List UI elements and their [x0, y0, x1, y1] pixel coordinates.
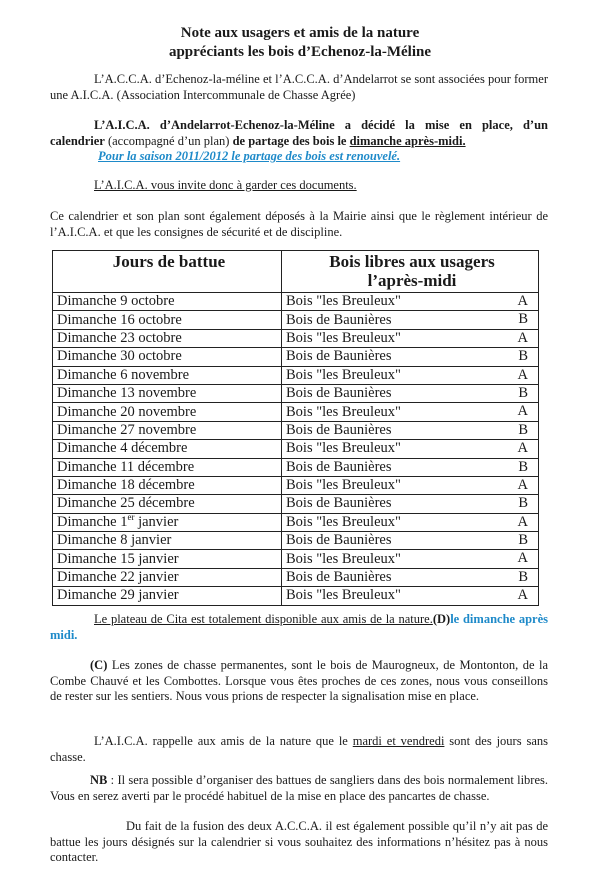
header-days: Jours de battue — [53, 251, 282, 293]
row-wood-name: Bois de Baunières — [286, 458, 392, 475]
table-row — [53, 421, 539, 439]
plateau-code: (D) — [432, 612, 451, 626]
row-wood — [282, 421, 539, 439]
row-wood — [282, 348, 539, 366]
renewed-line — [98, 149, 548, 165]
rappel-days: mardi et vendredi — [352, 734, 445, 748]
row-day: Dimanche 11 décembre — [53, 458, 282, 476]
row-wood — [282, 532, 539, 550]
row-wood-name: Bois de Baunières — [286, 421, 392, 438]
rappel-before: L’A.I.C.A. rappelle aux amis de la nature que le — [94, 734, 353, 748]
table-row — [53, 513, 539, 531]
zones-paragraph — [50, 658, 548, 705]
row-zone-letter: B — [518, 311, 528, 328]
table-row — [53, 495, 539, 513]
decision-sunday: dimanche après-midi. — [349, 133, 466, 148]
row-zone-letter: B — [518, 458, 528, 475]
row-zone-letter: A — [517, 587, 528, 604]
zones-text: Les zones de chasse permanentes, sont le bois de Maurogneux, de Montonton, de la Combe Chauvé et les Combottes. Lorsque vous êtes proches de ces zones, nous vous conseillons de rester sur les sentiers. Nous vous prions de respecter la signalisation mise en place. — [50, 658, 548, 703]
row-day: Dimanche 18 décembre — [53, 476, 282, 494]
header-woods-line1: Bois libres aux usagers — [329, 252, 495, 271]
row-wood — [282, 293, 539, 311]
fusion-paragraph: Du fait de la fusion des deux A.C.C.A. il est également possible qu’il n’y ait pas de battue les jours désignés sur la calendrier si vous souhaitez des informations n’hésitez pas à nous contacter. — [50, 819, 548, 864]
table-row — [53, 348, 539, 366]
row-day: Dimanche 25 décembre — [53, 495, 282, 513]
decision-plan: (accompagné d’un plan) — [107, 133, 230, 148]
plateau-paragraph — [50, 612, 548, 643]
row-wood — [282, 513, 539, 531]
table-row — [53, 587, 539, 605]
row-wood-name: Bois "les Breuleux" — [286, 513, 401, 530]
row-wood-name: Bois de Baunières — [286, 532, 392, 549]
rappel-paragraph — [50, 734, 548, 765]
row-wood — [282, 458, 539, 476]
row-day-sup: er — [127, 513, 135, 523]
decision-bold-2: de partage des bois le — [232, 133, 347, 148]
row-wood — [282, 403, 539, 421]
row-wood-name: Bois "les Breuleux" — [286, 403, 401, 420]
row-day: Dimanche 4 décembre — [53, 440, 282, 458]
row-wood-name: Bois "les Breuleux" — [286, 293, 401, 310]
decision-paragraph — [50, 118, 548, 149]
renewed-text: Pour la saison 2011/2012 le partage des bois est renouvelé. — [98, 149, 401, 163]
table-row — [53, 532, 539, 550]
row-wood — [282, 568, 539, 586]
row-zone-letter: A — [517, 403, 528, 420]
row-wood-name: Bois "les Breuleux" — [286, 550, 401, 567]
row-wood-name: Bois de Baunières — [286, 348, 392, 365]
row-zone-letter: B — [518, 532, 528, 549]
row-wood-name: Bois "les Breuleux" — [286, 587, 401, 604]
nb-text: : Il sera possible d’organiser des battues de sangliers dans des bois normalement libres. Vous en serez averti par le procédé habituel de la mise en place des pancartes de chasse. — [50, 773, 548, 803]
row-wood-name: Bois "les Breuleux" — [286, 329, 401, 346]
row-wood — [282, 384, 539, 402]
table-row — [53, 568, 539, 586]
row-wood-name: Bois de Baunières — [286, 495, 392, 512]
row-day: Dimanche 30 octobre — [53, 348, 282, 366]
row-wood — [282, 311, 539, 329]
row-zone-letter: A — [517, 513, 528, 530]
row-wood-name: Bois "les Breuleux" — [286, 366, 401, 383]
plateau-sunday: le dimanche après midi. — [50, 612, 548, 642]
row-wood-name: Bois de Baunières — [286, 385, 392, 402]
table-row — [53, 384, 539, 402]
row-zone-letter: A — [517, 293, 528, 309]
table-row — [53, 293, 539, 311]
row-day: Dimanche 9 octobre — [53, 293, 282, 311]
row-wood — [282, 550, 539, 568]
row-zone-letter: B — [518, 568, 528, 585]
row-wood — [282, 495, 539, 513]
row-day: Dimanche 13 novembre — [53, 384, 282, 402]
deposit-paragraph: Ce calendrier et son plan sont également déposés à la Mairie ainsi que le règlement intérieur de l’A.I.C.A. et que les consignes de sécurité et de discipline. — [50, 209, 548, 239]
invite-line — [94, 178, 548, 194]
row-zone-letter: B — [518, 421, 528, 438]
plateau-underlined: Le plateau de Cita est totalement disponible aux amis de la nature. — [94, 612, 433, 626]
row-zone-letter: A — [517, 476, 528, 493]
table-row — [53, 458, 539, 476]
row-day: Dimanche 15 janvier — [53, 550, 282, 568]
header-woods-line2: l’après-midi — [367, 271, 457, 290]
table-header-row — [53, 251, 539, 293]
table-row — [53, 366, 539, 384]
table-row — [53, 550, 539, 568]
row-day: Dimanche 29 janvier — [53, 587, 282, 605]
row-wood — [282, 476, 539, 494]
nb-label: NB — [90, 773, 108, 787]
row-day: Dimanche 6 novembre — [53, 366, 282, 384]
title-line-2: appréciants les bois d’Echenoz-la-Méline — [168, 44, 432, 60]
row-wood-name: Bois de Baunières — [286, 311, 392, 328]
table-row — [53, 476, 539, 494]
rappel-after: sont des jours sans chasse. — [50, 734, 548, 764]
row-zone-letter: A — [517, 440, 528, 457]
row-day: Dimanche 22 janvier — [53, 568, 282, 586]
row-zone-letter: A — [517, 329, 528, 346]
row-wood — [282, 366, 539, 384]
title-line-1: Note aux usagers et amis de la nature — [180, 25, 420, 41]
schedule-table — [52, 250, 539, 606]
row-day: Dimanche 23 octobre — [53, 329, 282, 347]
row-day: Dimanche 20 novembre — [53, 403, 282, 421]
row-wood — [282, 587, 539, 605]
row-wood — [282, 329, 539, 347]
row-zone-letter: A — [517, 366, 528, 383]
row-wood — [282, 440, 539, 458]
row-day: Dimanche 1er janvier — [53, 513, 282, 531]
invite-text: L’A.I.C.A. vous invite donc à garder ces documents. — [94, 178, 357, 192]
zones-code: (C) — [90, 658, 108, 672]
table-row — [53, 440, 539, 458]
row-wood-name: Bois "les Breuleux" — [286, 440, 401, 457]
table-row — [53, 329, 539, 347]
row-zone-letter: B — [518, 348, 528, 365]
table-row — [53, 311, 539, 329]
header-woods — [282, 251, 539, 293]
row-day: Dimanche 16 octobre — [53, 311, 282, 329]
row-day: Dimanche 8 janvier — [53, 532, 282, 550]
row-day: Dimanche 27 novembre — [53, 421, 282, 439]
row-zone-letter: B — [518, 495, 528, 512]
table-row — [53, 403, 539, 421]
row-wood-name: Bois "les Breuleux" — [286, 477, 401, 494]
intro-paragraph: L’A.C.C.A. d’Echenoz-la-méline et l’A.C.C.A. d’Andelarrot se sont associées pour former une A.I.C.A. (Association Intercommunale de Chasse Agrée) — [50, 72, 548, 102]
row-zone-letter: A — [517, 550, 528, 567]
nb-paragraph — [50, 773, 548, 804]
decision-bold: L’A.I.C.A. d’Andelarrot-Echenoz-la-Méline a décidé la mise en place, d’un calendrier — [50, 118, 548, 148]
row-wood-name: Bois de Baunières — [286, 569, 392, 586]
row-zone-letter: B — [518, 384, 528, 401]
